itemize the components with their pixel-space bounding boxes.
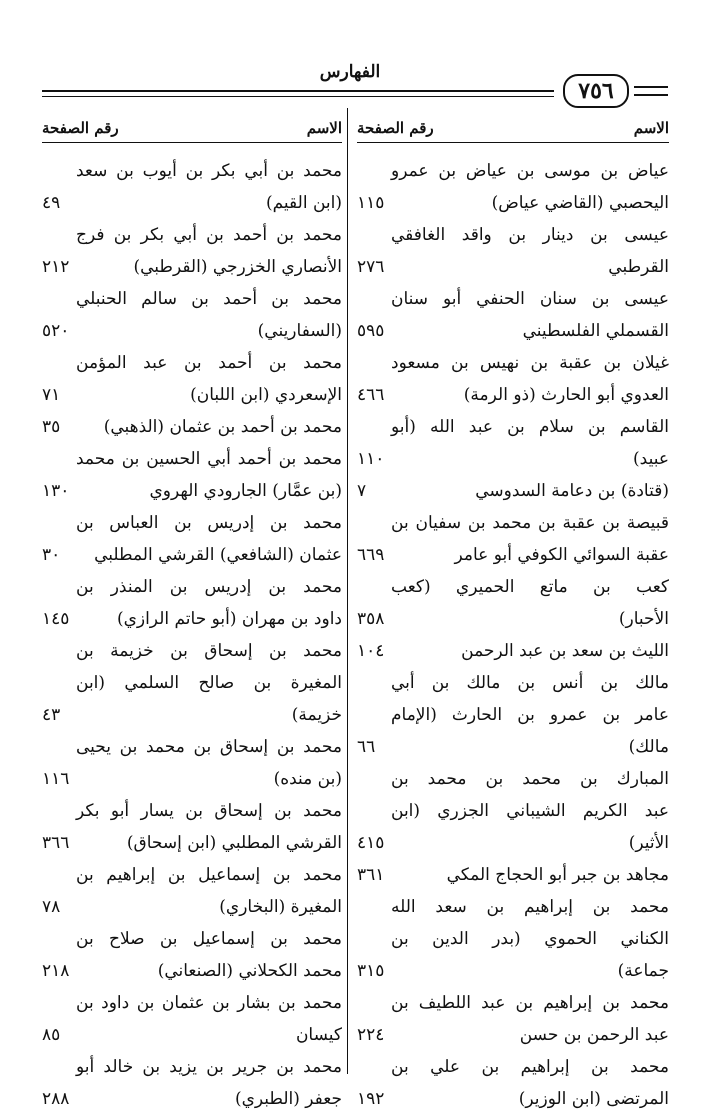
entry-name-text: داود بن مهران (أبو حاتم الرازي) bbox=[116, 609, 342, 629]
entry-name-text: مالك) bbox=[628, 737, 669, 757]
index-entry bbox=[42, 795, 342, 859]
index-entry bbox=[42, 635, 342, 731]
entry-name-text: محمد بن إبراهيم بن عبد اللطيف بن bbox=[391, 993, 669, 1013]
entry-name-text: (بن عمَّار) الجارودي الهروي bbox=[149, 481, 342, 501]
entry-page-number: ٤٩ bbox=[42, 193, 61, 213]
index-entry bbox=[42, 987, 342, 1051]
index-entry-line bbox=[357, 699, 669, 731]
page-number-ornament-bottom bbox=[634, 94, 668, 96]
index-entry-line bbox=[42, 507, 342, 539]
index-entry-line bbox=[357, 923, 669, 955]
entry-name-text: عامر بن عمرو بن الحارث (الإمام bbox=[391, 705, 669, 725]
entry-name-text: محمد بن جرير بن يزيد بن خالد أبو bbox=[76, 1057, 342, 1077]
entry-page-number: ١١٠ bbox=[357, 449, 385, 469]
entry-name-text: الأثير) bbox=[628, 833, 669, 853]
index-entry-line bbox=[357, 539, 669, 571]
entry-name-text: العدوي أبو الحارث (ذو الرمة) bbox=[463, 385, 669, 405]
index-entry-line bbox=[357, 155, 669, 187]
index-entry bbox=[357, 571, 669, 635]
entry-name-text: عبيد) bbox=[633, 449, 669, 469]
entry-name-text: الكناني الحموي (بدر الدين بن bbox=[391, 929, 669, 949]
entry-name-text: القسملي الفلسطيني bbox=[522, 321, 669, 341]
index-entry-line bbox=[357, 283, 669, 315]
page-number-ornament-top bbox=[634, 86, 668, 88]
entry-name-text: القرطبي bbox=[608, 257, 669, 277]
column-header-page: رقم الصفحة bbox=[42, 119, 119, 137]
entry-name-text: محمد بن أحمد بن عثمان (الذهبي) bbox=[103, 417, 342, 437]
index-entry-line bbox=[42, 923, 342, 955]
entry-name-text: عيسى بن دينار بن واقد الغافقي bbox=[391, 225, 669, 245]
entry-page-number: ٧٨ bbox=[42, 897, 61, 917]
entry-name-text: كعب بن ماتع الحميري (كعب bbox=[391, 577, 669, 597]
entry-name-text: محمد بن بشار بن عثمان بن داود بن bbox=[76, 993, 342, 1013]
index-entry-line bbox=[357, 507, 669, 539]
index-entry-line bbox=[42, 315, 342, 347]
entry-page-number: ٥٩٥ bbox=[357, 321, 385, 341]
index-entry-line bbox=[357, 1051, 669, 1083]
index-entry-line bbox=[42, 379, 342, 411]
index-entry-line bbox=[42, 955, 342, 987]
entry-page-number: ٣٠ bbox=[42, 545, 61, 565]
index-entry-line bbox=[42, 891, 342, 923]
index-column-left bbox=[42, 114, 342, 1115]
entry-page-number: ٦٦٩ bbox=[357, 545, 385, 565]
entry-page-number: ٢١٨ bbox=[42, 961, 70, 981]
index-entry-line bbox=[357, 603, 669, 635]
index-entry bbox=[42, 283, 342, 347]
entry-name-text: عبد الكريم الشيباني الجزري (ابن bbox=[391, 801, 669, 821]
index-entry-line bbox=[42, 731, 342, 763]
index-entry-line bbox=[42, 411, 342, 443]
index-entry bbox=[42, 155, 342, 219]
entry-name-text: عبد الرحمن بن حسن bbox=[519, 1025, 669, 1045]
index-entry bbox=[357, 219, 669, 283]
index-entry-line bbox=[42, 603, 342, 635]
index-entry-line bbox=[357, 955, 669, 987]
index-entry bbox=[42, 859, 342, 923]
entry-name-text: محمد بن أحمد بن أبي بكر بن فرج bbox=[76, 225, 342, 245]
entry-name-text: محمد بن أبي بكر بن أيوب بن سعد bbox=[76, 161, 342, 181]
index-entry bbox=[357, 155, 669, 219]
entry-name-text: محمد بن إدريس بن المنذر بن bbox=[76, 577, 342, 597]
index-entry-line bbox=[42, 475, 342, 507]
entry-page-number: ١٩٢ bbox=[357, 1089, 385, 1109]
entry-name-text: المرتضى (ابن الوزير) bbox=[518, 1089, 669, 1109]
entry-name-text: (بن منده) bbox=[273, 769, 342, 789]
entry-name-text: محمد بن إسماعيل بن إبراهيم بن bbox=[76, 865, 342, 885]
index-entry bbox=[357, 475, 669, 507]
index-entry-line bbox=[357, 443, 669, 475]
index-entry-line bbox=[357, 571, 669, 603]
index-entry bbox=[42, 923, 342, 987]
index-entry bbox=[357, 987, 669, 1051]
entry-name-text: (قتادة) بن دعامة السدوسي bbox=[475, 481, 669, 501]
entry-page-number: ٣٥ bbox=[42, 417, 61, 437]
index-entry bbox=[42, 507, 342, 571]
index-entry-line bbox=[357, 347, 669, 379]
entry-page-number: ٤٣ bbox=[42, 705, 61, 725]
column-header-right bbox=[357, 114, 669, 143]
entry-name-text: جعفر (الطبري) bbox=[234, 1089, 342, 1109]
index-entry-line bbox=[357, 827, 669, 859]
header-rule-bottom bbox=[42, 96, 554, 97]
index-entry bbox=[357, 1051, 669, 1115]
entry-page-number: ٣٦٦ bbox=[42, 833, 70, 853]
index-entry-line bbox=[357, 315, 669, 347]
index-entry bbox=[357, 891, 669, 987]
index-entry-line bbox=[42, 283, 342, 315]
index-entry-line bbox=[42, 699, 342, 731]
entry-page-number: ١١٦ bbox=[42, 769, 70, 789]
entry-page-number: ٣٥٨ bbox=[357, 609, 385, 629]
entry-page-number: ٤١٥ bbox=[357, 833, 385, 853]
entry-name-text: محمد بن إبراهيم بن سعد الله bbox=[391, 897, 669, 917]
entry-name-text: محمد بن إسحاق بن يسار أبو بكر bbox=[76, 801, 342, 821]
index-entry-line bbox=[357, 187, 669, 219]
entry-page-number: ٣٦١ bbox=[357, 865, 385, 885]
entry-name-text: محمد بن إبراهيم بن علي بن bbox=[391, 1057, 669, 1077]
page-title: الفهارس bbox=[319, 62, 381, 82]
entry-name-text: (السفاريني) bbox=[257, 321, 342, 341]
entry-page-number: ٤٦٦ bbox=[357, 385, 385, 405]
entry-name-text: محمد بن أحمد أبي الحسين بن محمد bbox=[76, 449, 342, 469]
entry-name-text: المغيرة بن صالح السلمي (ابن bbox=[76, 673, 342, 693]
index-column-right bbox=[357, 114, 669, 1115]
index-entry-line bbox=[42, 187, 342, 219]
entry-name-text: كيسان bbox=[295, 1025, 342, 1045]
entry-name-text: عقبة السوائي الكوفي أبو عامر bbox=[454, 545, 669, 565]
index-entry-line bbox=[357, 987, 669, 1019]
entry-name-text: محمد بن إسماعيل بن صلاح بن bbox=[76, 929, 342, 949]
entry-page-number: ٧١ bbox=[42, 385, 61, 405]
index-entry-line bbox=[42, 635, 342, 667]
entry-name-text: الليث بن سعد بن عبد الرحمن bbox=[461, 641, 669, 661]
entry-name-text: المغيرة (البخاري) bbox=[219, 897, 342, 917]
index-entry bbox=[357, 859, 669, 891]
index-entry bbox=[42, 731, 342, 795]
entry-name-text: خزيمة) bbox=[291, 705, 342, 725]
index-entry-line bbox=[357, 763, 669, 795]
entry-name-text: محمد بن أحمد بن عبد المؤمن bbox=[76, 353, 342, 373]
entry-name-text: مالك بن أنس بن مالك بن أبي bbox=[391, 673, 669, 693]
entry-page-number: ١٣٠ bbox=[42, 481, 70, 501]
index-entries-right bbox=[357, 155, 669, 1115]
entry-name-text: عياض بن موسى بن عياض بن عمرو bbox=[391, 161, 669, 181]
entry-page-number: ١٠٤ bbox=[357, 641, 385, 661]
index-entry-line bbox=[357, 251, 669, 283]
entry-name-text: الأحبار) bbox=[618, 609, 669, 629]
entry-name-text: محمد بن إسحاق بن خزيمة بن bbox=[76, 641, 342, 661]
index-entry-line bbox=[42, 571, 342, 603]
entry-name-text: عيسى بن سنان الحنفي أبو سنان bbox=[391, 289, 669, 309]
column-header-left bbox=[42, 114, 342, 143]
index-entry bbox=[357, 347, 669, 411]
entry-name-text: القاسم بن سلام بن عبد الله (أبو bbox=[391, 417, 669, 437]
entry-name-text: الأنصاري الخزرجي (القرطبي) bbox=[133, 257, 342, 277]
index-entry bbox=[357, 763, 669, 859]
index-entry-line bbox=[42, 667, 342, 699]
column-header-name: الاسم bbox=[633, 119, 669, 137]
entry-name-text: مجاهد بن جبر أبو الحجاج المكي bbox=[446, 865, 669, 885]
index-entry-line bbox=[357, 219, 669, 251]
header-rule-top bbox=[42, 90, 554, 92]
index-entry bbox=[42, 219, 342, 283]
entry-name-text: محمد بن إسحاق بن محمد بن يحيى bbox=[76, 737, 342, 757]
index-entry bbox=[357, 507, 669, 571]
entry-page-number: ٣١٥ bbox=[357, 961, 385, 981]
entry-name-text: غيلان بن عقبة بن نهيس بن مسعود bbox=[391, 353, 669, 373]
index-entry-line bbox=[42, 443, 342, 475]
index-entry bbox=[42, 1051, 342, 1115]
column-header-name: الاسم bbox=[306, 119, 342, 137]
entry-name-text: قبيصة بن عقبة بن محمد بن سفيان بن bbox=[391, 513, 669, 533]
index-entries-left bbox=[42, 155, 342, 1115]
column-header-page: رقم الصفحة bbox=[357, 119, 434, 137]
entry-name-text: محمد بن أحمد بن سالم الحنبلي bbox=[76, 289, 342, 309]
entry-page-number: ٢٢٤ bbox=[357, 1025, 385, 1045]
index-entry-line bbox=[357, 859, 669, 891]
entry-page-number: ٢١٢ bbox=[42, 257, 70, 277]
entry-page-number: ٧ bbox=[357, 481, 367, 501]
index-entry bbox=[357, 411, 669, 475]
index-entry-line bbox=[357, 635, 669, 667]
index-entry-line bbox=[42, 155, 342, 187]
index-entry-line bbox=[357, 475, 669, 507]
index-entry-line bbox=[357, 891, 669, 923]
entry-page-number: ٥٢٠ bbox=[42, 321, 70, 341]
entry-name-text: (ابن القيم) bbox=[265, 193, 342, 213]
index-entry bbox=[357, 283, 669, 347]
index-entry-line bbox=[42, 219, 342, 251]
entry-name-text: القرشي المطلبي (ابن إسحاق) bbox=[126, 833, 342, 853]
entry-name-text: الإسعردي (ابن اللبان) bbox=[190, 385, 342, 405]
index-entry-line bbox=[42, 1083, 342, 1115]
entry-name-text: اليحصبي (القاضي عياض) bbox=[491, 193, 669, 213]
entry-page-number: ١٤٥ bbox=[42, 609, 70, 629]
column-divider bbox=[347, 108, 348, 1074]
index-entry-line bbox=[42, 763, 342, 795]
index-entry-line bbox=[357, 1083, 669, 1115]
entry-page-number: ٨٥ bbox=[42, 1025, 61, 1045]
index-entry-line bbox=[357, 731, 669, 763]
index-entry bbox=[42, 411, 342, 443]
index-entry bbox=[42, 571, 342, 635]
index-entry-line bbox=[42, 251, 342, 283]
index-entry bbox=[357, 635, 669, 667]
index-entry-line bbox=[42, 1051, 342, 1083]
index-entry-line bbox=[357, 379, 669, 411]
index-entry-line bbox=[357, 667, 669, 699]
entry-name-text: محمد بن إدريس بن العباس بن bbox=[76, 513, 342, 533]
index-entry-line bbox=[357, 795, 669, 827]
index-entry-line bbox=[357, 411, 669, 443]
entry-page-number: ٢٨٨ bbox=[42, 1089, 70, 1109]
index-entry-line bbox=[42, 795, 342, 827]
index-entry bbox=[357, 667, 669, 763]
entry-page-number: ٦٦ bbox=[357, 737, 376, 757]
page-number: ٧٥٦ bbox=[563, 74, 629, 108]
index-entry-line bbox=[42, 1019, 342, 1051]
entry-page-number: ١١٥ bbox=[357, 193, 385, 213]
index-entry-line bbox=[357, 1019, 669, 1051]
index-entry bbox=[42, 443, 342, 507]
index-entry-line bbox=[42, 987, 342, 1019]
entry-page-number: ٢٧٦ bbox=[357, 257, 385, 277]
entry-name-text: المبارك بن محمد بن محمد بن bbox=[391, 769, 669, 789]
index-entry bbox=[42, 347, 342, 411]
index-entry-line bbox=[42, 859, 342, 891]
index-entry-line bbox=[42, 347, 342, 379]
index-entry-line bbox=[42, 827, 342, 859]
entry-name-text: محمد الكحلاني (الصنعاني) bbox=[157, 961, 342, 981]
entry-name-text: جماعة) bbox=[617, 961, 669, 981]
entry-name-text: عثمان (الشافعي) القرشي المطلبي bbox=[94, 545, 342, 565]
index-entry-line bbox=[42, 539, 342, 571]
